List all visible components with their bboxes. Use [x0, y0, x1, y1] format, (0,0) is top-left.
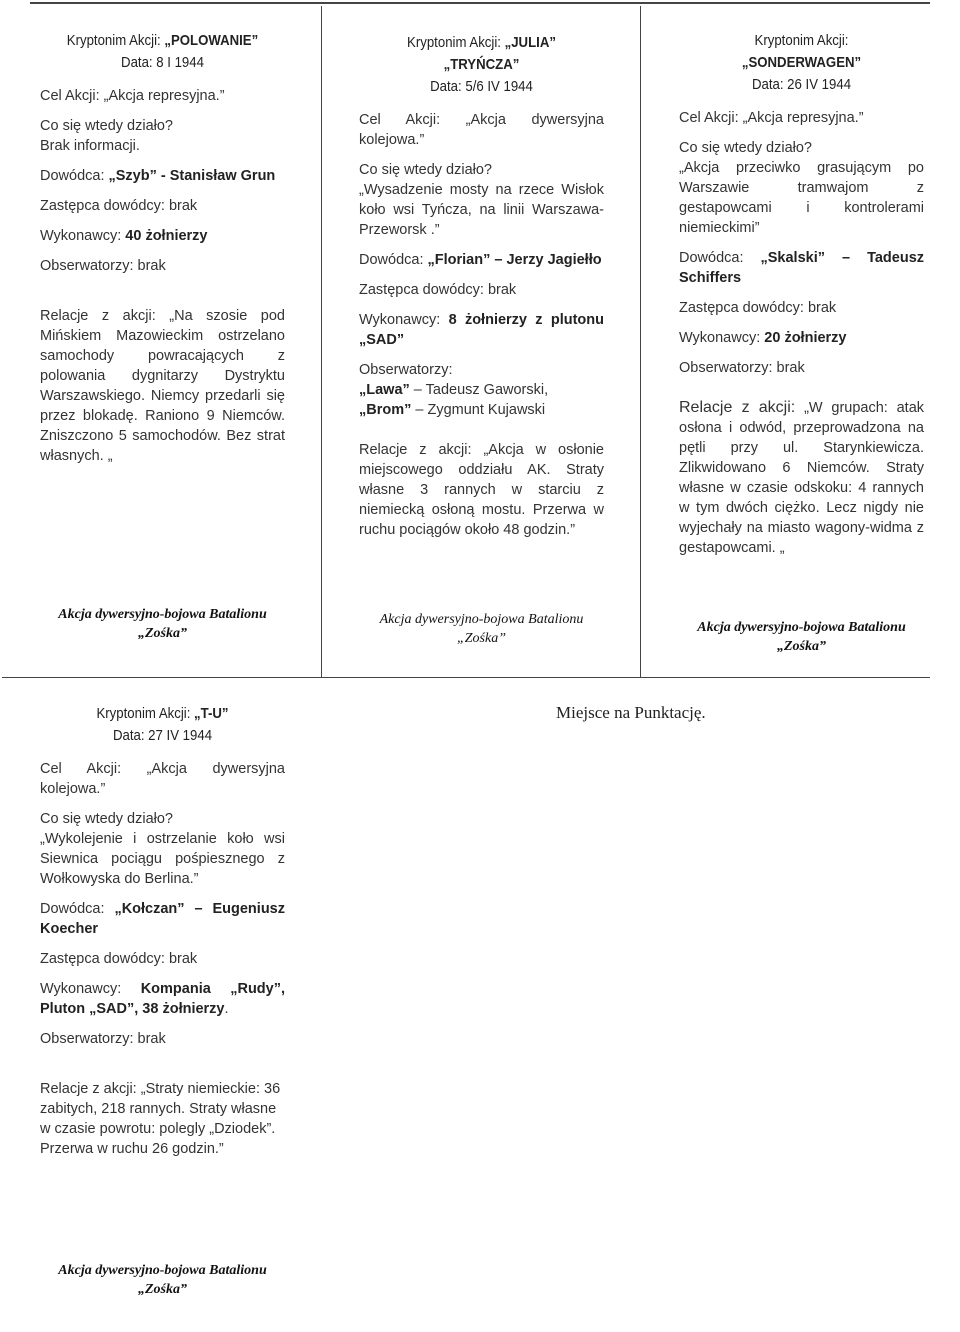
co-sie-dzialo: „Akcja przeciwko grasującym po Warszawie tramwajom z gestapowcami i kontrolerami niemieckimi”: [679, 160, 924, 236]
co-sie-dzialo-label: Co się wtedy działo?: [40, 118, 173, 134]
relacje: Relacje z akcji: „W grupach: atak osłona i odwód, przeprowadzona na pętli przy ul. Starynkiewicza. Zlikwidowano 6 Niemców. Straty własne w czasie odskoku: 4 rannych w tym dwóch ciężko. Lecz nigdy nie wyjechały na miasto wagony-widma z gestapowcami. „: [679, 399, 925, 556]
action-date: Data: 8 I 1944: [121, 54, 204, 71]
dowodca: Dowódca: „Florian” – Jerzy Jagiełło: [359, 252, 602, 268]
co-sie-dzialo-label: Co się wtedy działo?: [679, 140, 812, 156]
card-footer: Akcja dywersyjno-bojowa Batalionu „Zośka”: [58, 1263, 267, 1297]
co-sie-dzialo-label: Co się wtedy działo?: [40, 811, 173, 827]
cel-akcji: Cel Akcji: „Akcja represyjna.”: [679, 110, 864, 126]
wykonawcy: Wykonawcy: 40 żołnierzy: [40, 228, 208, 244]
wykonawcy: Wykonawcy: Kompania „Rudy”, Pluton „SAD”, 38 żołnierzy.: [40, 981, 286, 1017]
dowodca: Dowódca: „Szyb” - Stanisław Grun: [40, 168, 276, 184]
relacje: Relacje z akcji: „Na szosie pod Mińskiem Mazowieckim ostrzelano samochody powracających z polowania dygnitarzy Dystryktu Warszawskiego. Niemcy przedarli się przez blokadę. Raniono 9 Niemców. Zniszczono 5 samochodów. Bez strat własnych. „: [40, 308, 285, 464]
co-sie-dzialo-label: Co się wtedy działo?: [359, 162, 492, 178]
relacje: Relacje z akcji: „Straty niemieckie: 36 zabitych, 218 rannych. Straty własne w czasie powrotu: polegly „Dziodek”. Przerwa w ruchu 26 godzin.”: [40, 1081, 281, 1157]
card-footer: Akcja dywersyjno-bojowa Batalionu „Zośka”: [379, 612, 584, 646]
kryptonim-value: „JULIA” „TRYŃCZA”: [443, 34, 556, 73]
zastepca: Zastępca dowódcy: brak: [40, 198, 198, 214]
cel-akcji: Cel Akcji: „Akcja represyjna.”: [40, 88, 225, 104]
zastepca: Zastępca dowódcy: brak: [679, 300, 837, 316]
middle-rule: [2, 677, 930, 678]
card-sonderwagen: [679, 30, 924, 568]
card-header: [55, 30, 271, 74]
relacje: Relacje z akcji: „Akcja w osłonie miejscowego oddziału AK. Straty własne 3 rannych w starciu z niemiecką osłoną mostu. Przerwa w ruchu pociągów około 48 godzin.”: [359, 442, 605, 538]
kryptonim-value: „SONDERWAGEN”: [741, 54, 862, 71]
vertical-divider-1: [321, 6, 322, 678]
card-polowanie: [40, 30, 285, 476]
card-header: [55, 703, 271, 747]
obserwatorzy: Obserwatorzy: brak: [679, 360, 805, 376]
obserwator-2: „Brom” – Zygmunt Kujawski: [359, 402, 546, 418]
obserwator-1: „Lawa” – Tadeusz Gaworski,: [359, 382, 549, 398]
action-date: Data: 5/6 IV 1944: [430, 78, 533, 95]
card-header: [374, 32, 590, 98]
card-footer: Akcja dywersyjno-bojowa Batalionu „Zośka”: [58, 607, 267, 641]
action-date: Data: 26 IV 1944: [751, 76, 852, 93]
cel-akcji: Cel Akcji: „Akcja dywersyjna kolejowa.”: [359, 112, 604, 148]
cel-akcji: Cel Akcji: „Akcja dywersyjna kolejowa.”: [40, 761, 285, 797]
co-sie-dzialo: Brak informacji.: [40, 138, 140, 154]
top-rule: [30, 2, 930, 4]
action-date: Data: 27 IV 1944: [112, 727, 213, 744]
zastepca: Zastępca dowódcy: brak: [359, 282, 517, 298]
wykonawcy: Wykonawcy: 20 żołnierzy: [679, 330, 847, 346]
kryptonim-value: „T-U”: [194, 705, 229, 722]
kryptonim-label: Kryptonim Akcji:: [754, 32, 849, 49]
vertical-divider-2: [640, 6, 641, 678]
dowodca: Dowódca: „Kołczan” – Eugeniusz Koecher: [40, 901, 285, 937]
zastepca: Zastępca dowódcy: brak: [40, 951, 198, 967]
card-footer: Akcja dywersyjno-bojowa Batalionu „Zośka”: [697, 620, 906, 654]
card-header: [694, 30, 910, 96]
kryptonim-label: Kryptonim Akcji:: [96, 705, 191, 722]
co-sie-dzialo: „Wykolejenie i ostrzelanie koło wsi Siewnica pociągu pośpiesznego z Wołkowyska do Berlina.”: [40, 831, 285, 887]
points-placeholder: Miejsce na Punktację.: [556, 703, 706, 722]
co-sie-dzialo: „Wysadzenie mosty na rzece Wisłok koło wsi Tyńcza, na linii Warszawa-Przeworsk .”: [359, 182, 604, 238]
kryptonim-label: Kryptonim Akcji:: [66, 32, 161, 49]
obserwatorzy-label: Obserwatorzy:: [359, 362, 453, 378]
card-julia-tryncza: [359, 32, 604, 550]
wykonawcy: Wykonawcy: 8 żołnierzy z plutonu „SAD”: [359, 312, 604, 348]
obserwatorzy: Obserwatorzy: brak: [40, 1031, 166, 1047]
dowodca: Dowódca: „Skalski” – Tadeusz Schiffers: [679, 250, 925, 286]
kryptonim-label: Kryptonim Akcji:: [407, 34, 501, 51]
card-t-u: [40, 703, 285, 1169]
obserwatorzy: Obserwatorzy: brak: [40, 258, 166, 274]
kryptonim-value: „POLOWANIE”: [164, 32, 259, 49]
